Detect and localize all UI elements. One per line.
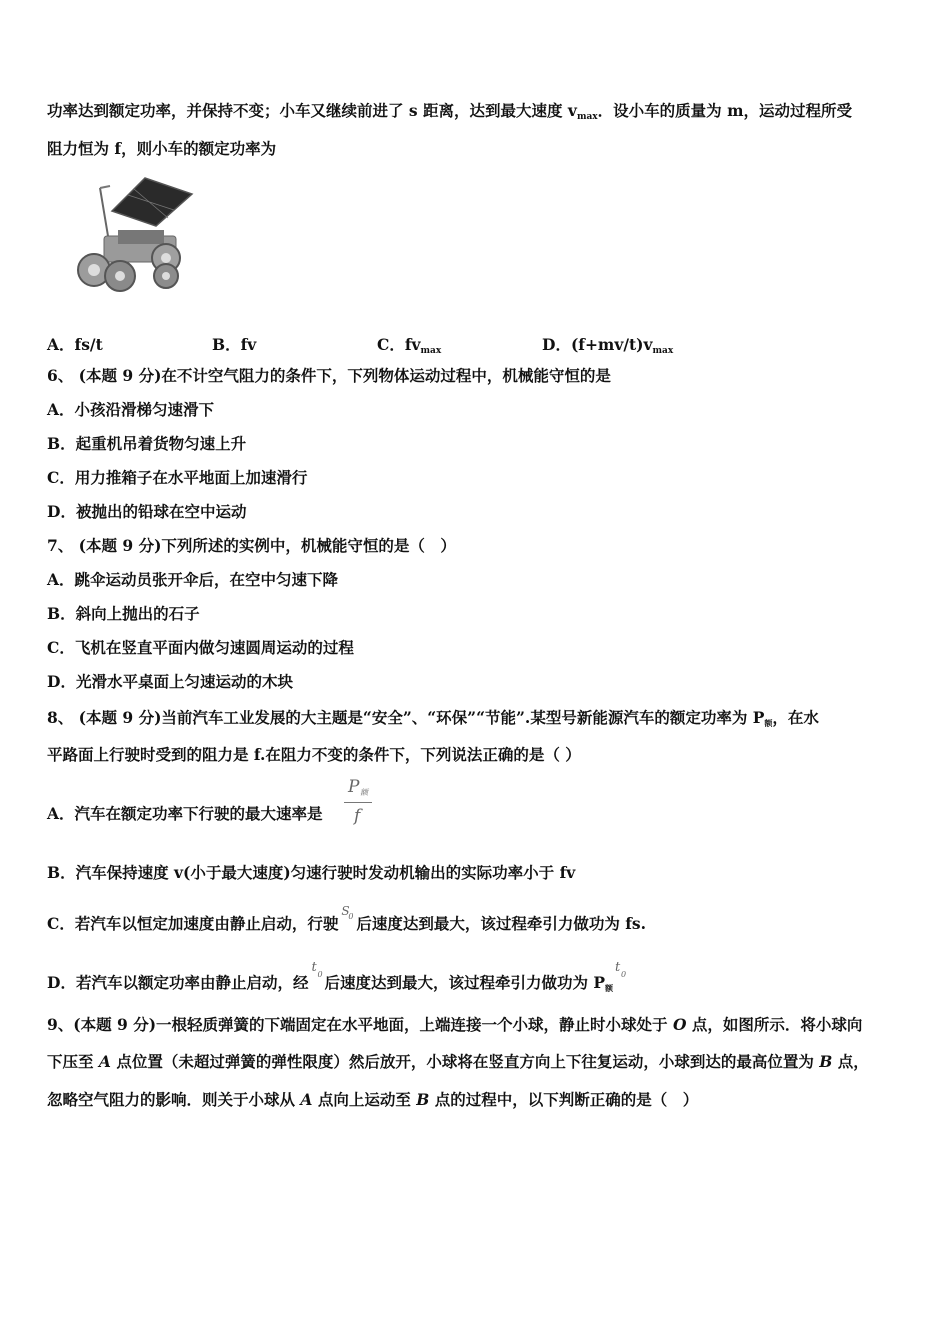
q7-stem: 7、 (本题 9 分)下列所述的实例中，机械能守恒的是（ ） bbox=[47, 536, 456, 555]
intro-line-2: 阻力恒为 f，则小车的额定功率为 bbox=[47, 139, 277, 158]
q7-option-b: B．斜向上抛出的石子 bbox=[47, 604, 200, 623]
q8-option-a-fraction: P 额 f bbox=[344, 777, 374, 831]
q6-option-a: A．小孩沿滑梯匀速滑下 bbox=[47, 400, 215, 419]
q8-stem-line-1: 8、 (本题 9 分)当前汽车工业发展的大主题是“安全”、“环保”“节能”.某型号新能源汽车的额定功率为 P额，在水 bbox=[47, 708, 819, 728]
q5-option-d: D．$(f+mv/t)v_{max}$ bbox=[542, 335, 674, 356]
q7-option-c: C．飞机在竖直平面内做匀速圆周运动的过程 bbox=[47, 638, 354, 657]
q9-line-2: 下压至 A 点位置（未超过弹簧的弹性限度）然后放开，小球将在竖直方向上下往复运动，小球到达的最高位置为 B 点， bbox=[47, 1052, 869, 1071]
q8-option-c: C．若汽车以恒定加速度由静止启动，行驶 S 0 后速度达到最大，该过程牵引力做功为 fs. bbox=[47, 904, 647, 933]
q7-option-d: D．光滑水平桌面上匀速运动的木块 bbox=[47, 672, 293, 691]
q5-option-a: A．fs/t bbox=[47, 335, 103, 354]
q8-stem-line-2: 平路面上行驶时受到的阻力是 f.在阻力不变的条件下，下列说法正确的是（ ） bbox=[47, 745, 581, 764]
solar-car-image bbox=[70, 176, 200, 296]
q8-option-d: D．若汽车以额定功率由静止启动，经 t 0 后速度达到最大，该过程牵引力做功为 P额 t 0 bbox=[47, 960, 627, 993]
q8-option-a: A．汽车在额定功率下行驶的最大速率是 bbox=[47, 804, 323, 823]
q6-option-b: B．起重机吊着货物匀速上升 bbox=[47, 434, 247, 453]
q9-line-1: 9、(本题 9 分)一根轻质弹簧的下端固定在水平地面，上端连接一个小球，静止时小球处于 O 点，如图所示．将小球向 bbox=[47, 1015, 863, 1034]
q8-option-b: B．汽车保持速度 v(小于最大速度)匀速行驶时发动机输出的实际功率小于 fv bbox=[47, 863, 576, 882]
q5-option-b: B．fv bbox=[212, 335, 257, 354]
q9-line-3: 忽略空气阻力的影响．则关于小球从 A 点向上运动至 B 点的过程中，以下判断正确的是（ ） bbox=[47, 1090, 699, 1109]
q7-option-a: A．跳伞运动员张开伞后，在空中匀速下降 bbox=[47, 570, 339, 589]
intro-line-1: 功率达到额定功率，并保持不变；小车又继续前进了 s 距离，达到最大速度 $v_{max}$．设小车的质量为 m，运动过程所受 bbox=[47, 101, 852, 122]
q5-option-c: C．$fv_{max}$ bbox=[377, 335, 442, 356]
fraction-bar bbox=[344, 802, 372, 803]
q6-option-d: D．被抛出的铅球在空中运动 bbox=[47, 502, 247, 521]
q6-option-c: C．用力推箱子在水平地面上加速滑行 bbox=[47, 468, 308, 487]
q6-stem: 6、 (本题 9 分)在不计空气阻力的条件下，下列物体运动过程中，机械能守恒的是 bbox=[47, 366, 611, 385]
